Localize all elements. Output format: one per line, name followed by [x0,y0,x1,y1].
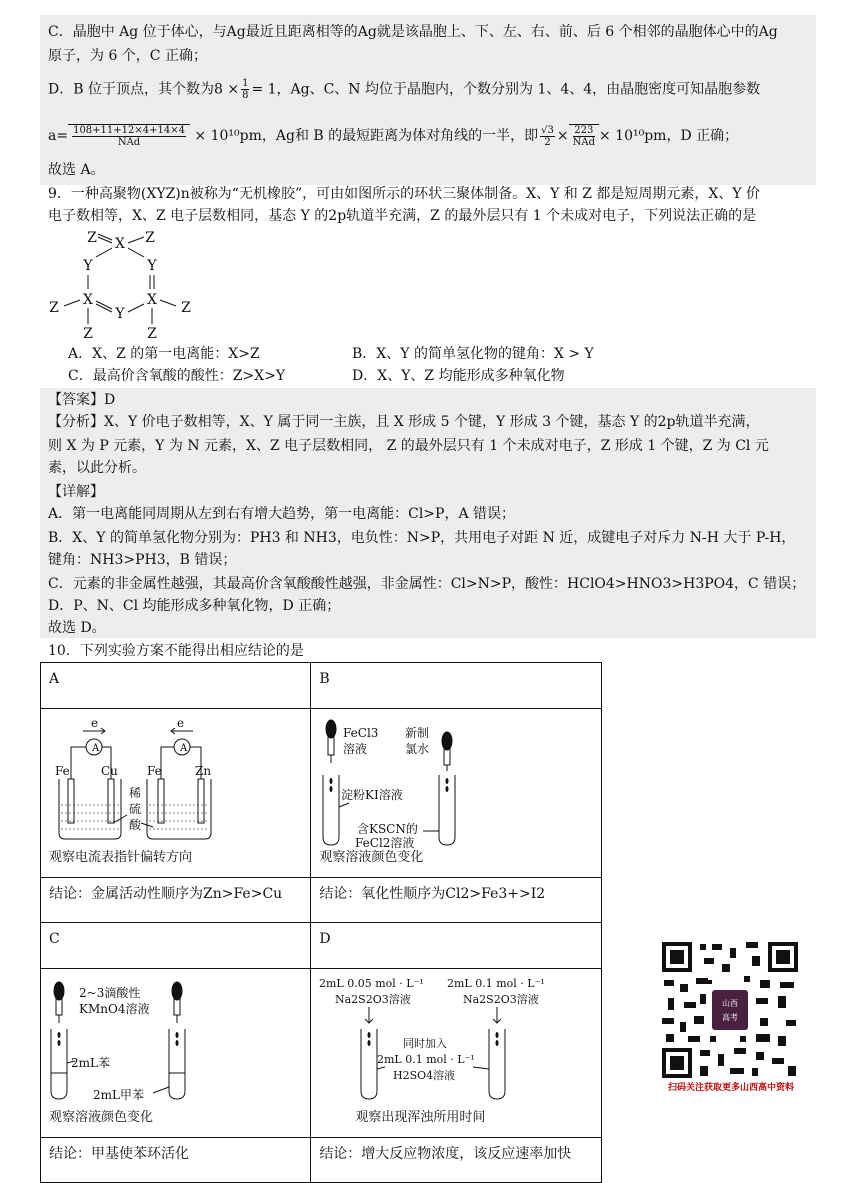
svg-text:e: e [177,716,185,730]
cell-a-conclusion: 结论：金属活动性顺序为Zn>Fe>Cu [41,878,311,923]
svg-text:Na2S2O3溶液: Na2S2O3溶液 [463,993,540,1006]
cube-root-expression-2: $\frac{223}{\text{NAd}}$ [569,124,599,148]
prev-choose: 故选 A。 [48,162,105,178]
cube-root-expression: $\frac{108+11+12\times 4+14\times 4}{\text{NAd}}$ [68,124,190,148]
q9-option-a: A．X、Z 的第一电离能：X>Z [68,346,260,362]
atom-y-right: Y [147,258,157,274]
atom-y-bottom: Y [115,306,125,322]
svg-text:2mL 0.1 mol · L⁻¹: 2mL 0.1 mol · L⁻¹ [377,1053,476,1066]
svg-text:A: A [92,743,100,754]
svg-text:淀粉KI溶液: 淀粉KI溶液 [341,788,404,802]
cell-c-header: C [41,923,311,969]
svg-text:Cu: Cu [101,764,118,778]
q9-detail-c: C．元素的非金属性越强，其最高价含氧酸酸性越强，非金属性：Cl>N>P，酸性：HClO4>HNO3>H3PO4，C 错误； [48,576,806,592]
prev-c-line2: 原子，为 6 个，C 正确； [48,48,207,64]
q9-detail-b2: 键角：NH3>PH3，B 错误； [48,552,237,568]
cell-b-figure [311,709,602,878]
svg-text:Fe: Fe [55,764,70,778]
q9-detail-a: A．第一电离能同周期从左到右有增大趋势，第一电离能：Cl>P，A 错误； [48,506,516,522]
svg-text:FeCl2溶液: FeCl2溶液 [355,836,415,850]
q9-detail-heading: 【详解】 [48,484,104,500]
thiosulfate-rate-diagram [317,973,577,1113]
atom-y-left: Y [83,258,93,274]
cell-d-header: D [311,923,602,969]
svg-text:2mL 0.1 mol · L⁻¹: 2mL 0.1 mol · L⁻¹ [447,977,546,990]
atom-z-bottom-left: Z [83,326,93,342]
svg-text:Zn: Zn [195,764,212,778]
q9-stem-line1: 9．一种高聚物(XYZ)n被称为“无机橡胶”，可由如图所示的环状三聚体制备。X、Y 和 Z 都是短周期元素，X、Y 价 [48,186,761,202]
cell-b-header: B [311,663,602,709]
svg-text:高考: 高考 [722,1013,738,1022]
q9-detail-b1: B．X、Y 的简单氢化物分别为：PH3 和 NH3，电负性：N>P，共用电子对距 N 近，成键电子对斥力 N-H 大于 P-H， [48,530,796,546]
svg-text:H2SO4溶液: H2SO4溶液 [393,1069,456,1082]
q9-analysis-line3: 素，以此分析。 [48,460,146,476]
svg-text:氯水: 氯水 [405,742,430,756]
cell-d-figure [311,969,602,1138]
atom-z-bottom-right: Z [147,326,157,342]
q9-detail-d: D．P、N、Cl 均能形成多种氧化物，D 正确； [48,598,341,614]
oxidation-diagram [319,715,569,855]
atom-x-left: X [83,292,93,308]
experiment-table [40,662,602,1183]
svg-text:溶液: 溶液 [343,742,368,756]
q9-choose: 故选 D。 [48,620,106,636]
svg-text:2mL甲苯: 2mL甲苯 [93,1088,144,1102]
atom-x-right: X [147,292,157,308]
svg-text:2mL苯: 2mL苯 [71,1056,110,1070]
svg-text:新制: 新制 [405,726,430,740]
svg-text:含KSCN的: 含KSCN的 [357,822,419,836]
prev-d-line1: D．B 位于顶点，其个数为8 × $\frac{1}{8}$ = 1，Ag、C、N 均位于晶胞内，个数分别为 1、4、4，由晶胞密度可知晶胞参数 [48,78,761,101]
q9-analysis-line2: 则 X 为 P 元素，Y 为 N 元素，X、Z 电子层数相同， Z 的最外层只有 1 个未成对电子，Z 形成 1 个键，Z 为 Cl 元 [48,438,769,454]
q9-answer: 【答案】D [48,392,116,408]
cyclic-trimer-structure [40,226,210,344]
svg-text:Na2S2O3溶液: Na2S2O3溶液 [335,993,412,1006]
svg-text:2mL 0.05 mol · L⁻¹: 2mL 0.05 mol · L⁻¹ [319,977,425,990]
galvanic-cells-diagram [49,715,309,845]
cell-d-conclusion: 结论：增大反应物浓度，该反应速率加快 [311,1138,602,1183]
prev-d-line2: a= $\frac{108+11+12\times 4+14\times 4}{\text{NAd}}$ × 10¹⁰pm，Ag和 B 的最短距离为体对角线的一半，即 $\frac{√3}{2}$ × $\frac{223}{\text{NAd}}$ × 10¹⁰pm，D 正确； [48,124,739,148]
q9-stem-line2: 电子数相等，X、Z 电子层数相同，基态 Y 的2p轨道半充满，Z 的最外层只有 1 个未成对电子，下列说法正确的是 [48,208,757,224]
cell-c-figure [41,969,311,1138]
kmno4-benzene-diagram [49,975,299,1115]
q9-option-d: D．X、Y、Z 均能形成多种氧化物 [352,368,565,384]
atom-z-top-right: Z [145,230,155,246]
atom-z-right: Z [181,300,191,316]
q9-option-b: B．X、Y 的简单氢化物的键角：X > Y [352,346,594,362]
q10-stem: 10．下列实验方案不能得出相应结论的是 [48,643,304,659]
svg-text:Fe: Fe [147,764,162,778]
qr-code [660,940,800,1080]
cell-d-caption: 观察出现浑浊所用时间 [355,1110,486,1125]
q9-option-c: C．最高价含氧酸的酸性：Z>X>Y [68,368,286,384]
cell-b-caption: 观察溶液颜色变化 [319,850,424,865]
svg-text:KMnO4溶液: KMnO4溶液 [79,1002,150,1016]
fraction-one-eighth: $\frac{1}{8}$ [242,78,249,101]
svg-text:酸: 酸 [129,818,142,832]
svg-text:硫: 硫 [129,802,142,816]
q9-analysis-line1: 【分析】X、Y 价电子数相等，X、Y 属于同一主族，且 X 形成 5 个键，Y 形成 3 个键，基态 Y 的2p轨道半充满， [48,414,760,430]
cell-a-caption: 观察电流表指针偏转方向 [49,850,193,865]
qr-caption: 扫码关注获取更多山西高中资料 [667,1083,794,1093]
atom-x-top: X [115,236,125,252]
svg-text:e: e [91,716,99,730]
cell-c-caption: 观察溶液颜色变化 [49,1110,154,1125]
svg-text:山西: 山西 [722,999,738,1008]
prev-c-line1: C．晶胞中 Ag 位于体心，与Ag最近且距离相等的Ag就是该晶胞上、下、左、右、前、后 6 个相邻的晶胞体心中的Ag [48,24,778,40]
svg-text:A: A [180,743,188,754]
svg-text:稀: 稀 [129,786,142,800]
atom-z-left: Z [49,300,59,316]
cell-a-header: A [41,663,311,709]
svg-text:FeCl3: FeCl3 [343,726,379,740]
svg-text:2~3滴酸性: 2~3滴酸性 [79,986,141,1000]
svg-text:同时加入: 同时加入 [403,1037,448,1050]
cell-a-figure [41,709,311,878]
cell-b-conclusion: 结论：氧化性顺序为Cl2>Fe3+>I2 [311,878,602,923]
atom-z-top-left: Z [87,230,97,246]
cell-c-conclusion: 结论：甲基使苯环活化 [41,1138,311,1183]
